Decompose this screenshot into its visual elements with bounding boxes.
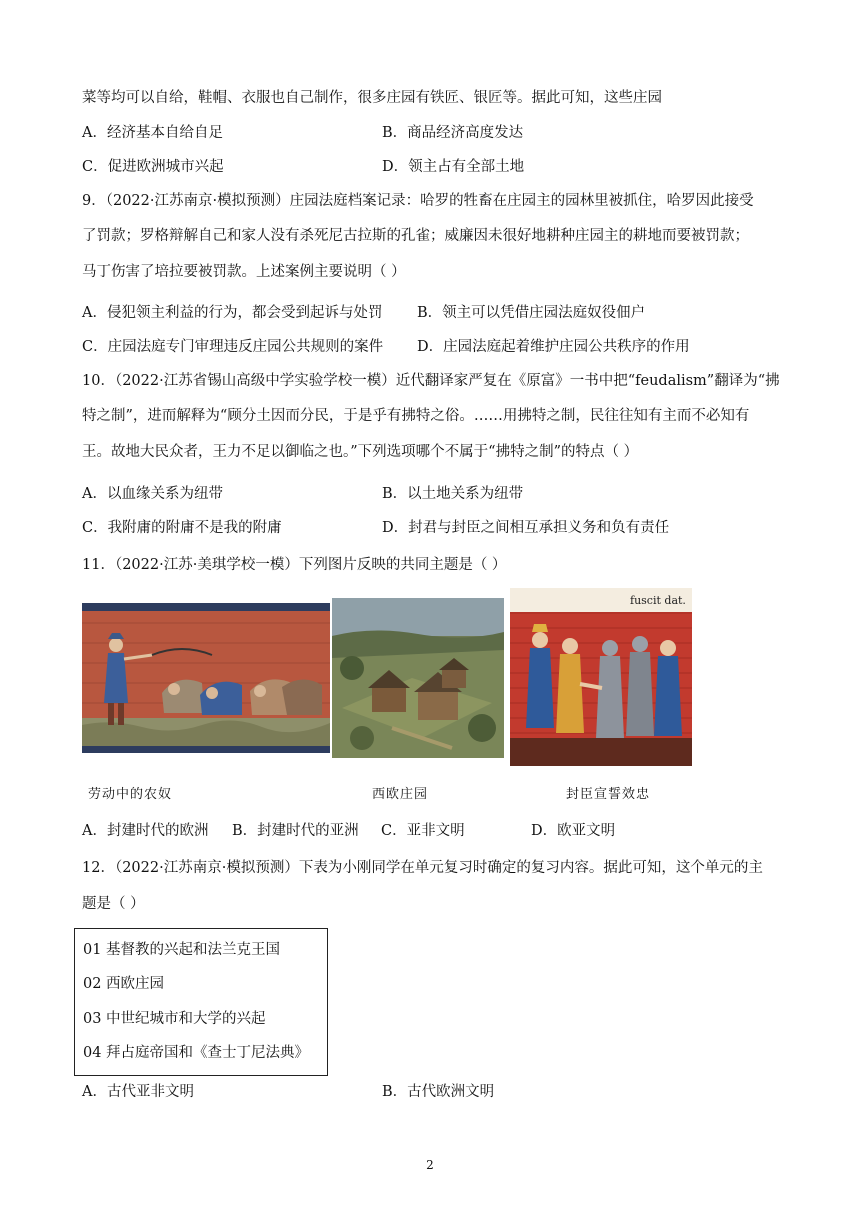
q10-option-c[interactable]: C．我附庸的附庸不是我的附庸	[82, 520, 282, 536]
q10-option-d[interactable]: D．封君与封臣之间相互承担义务和负有责任	[382, 520, 670, 536]
q8-option-b[interactable]: B．商品经济高度发达	[382, 125, 524, 141]
q8-option-a[interactable]: A．经济基本自给自足	[82, 125, 223, 141]
page-number: 2	[426, 1158, 434, 1172]
caption-serfs: 劳动中的农奴	[88, 787, 173, 802]
table-row: 04 拜占庭帝国和《查士丁尼法典》	[83, 1045, 310, 1061]
oath-inscription: fuscit dat.	[630, 594, 686, 607]
q11-option-a[interactable]: A．封建时代的欧洲	[82, 823, 209, 839]
caption-manor: 西欧庄园	[372, 787, 429, 802]
q9-option-d[interactable]: D．庄园法庭起着维护庄园公共秩序的作用	[417, 339, 690, 355]
q10-stem-line-1: 10．（2022·江苏省锡山高级中学实验学校一模）近代翻译家严复在《原富》一书中把“feudalism”翻译为“拂	[82, 373, 780, 389]
q9-option-b[interactable]: B．领主可以凭借庄园法庭奴役佃户	[417, 305, 646, 321]
q10-stem-line-2: 特之制”，进而解释为“顾分土因而分民，于是乎有拂特之俗。……用拂特之制，民往往知有主而不必知有	[82, 408, 750, 424]
q12-option-b[interactable]: B．古代欧洲文明	[382, 1084, 495, 1100]
q11-option-b[interactable]: B．封建时代的亚洲	[232, 823, 359, 839]
vassal-oath-painting	[510, 588, 692, 766]
q8-option-c[interactable]: C．促进欧洲城市兴起	[82, 159, 224, 175]
q11-option-c[interactable]: C．亚非文明	[381, 823, 465, 839]
q11-option-d[interactable]: D．欧亚文明	[531, 823, 616, 839]
q11-stem: 11．（2022·江苏·美琪学校一模）下列图片反映的共同主题是（ ）	[82, 557, 507, 573]
q9-stem-line-2: 了罚款；罗格辩解自己和家人没有杀死尼古拉斯的孔雀；威廉因未很好地耕种庄园主的耕地而要被罚款；	[82, 228, 749, 244]
q9-option-a[interactable]: A．侵犯领主利益的行为，都会受到起诉与处罚	[82, 305, 383, 321]
q9-stem-line-1: 9．（2022·江苏南京·模拟预测）庄园法庭档案记录：哈罗的牲畜在庄园主的园林里被抓住，哈罗因此接受	[82, 193, 754, 209]
q8-stem-tail: 菜等均可以自给，鞋帽、衣服也自己制作，很多庄园有铁匠、银匠等。据此可知，这些庄园	[82, 90, 662, 106]
q10-option-a[interactable]: A．以血缘关系为纽带	[82, 486, 223, 502]
q9-stem-line-3: 马丁伤害了培拉要被罚款。上述案例主要说明（ ）	[82, 264, 406, 280]
q12-stem-line-1: 12．（2022·江苏南京·模拟预测）下表为小刚同学在单元复习时确定的复习内容。据此可知，这个单元的主	[82, 860, 763, 876]
serfs-working-painting	[82, 603, 330, 753]
table-row: 03 中世纪城市和大学的兴起	[83, 1011, 266, 1027]
review-content-table	[74, 928, 328, 1076]
table-row: 01 基督教的兴起和法兰克王国	[83, 942, 281, 958]
manor-village-illustration	[332, 598, 504, 758]
q8-option-d[interactable]: D．领主占有全部土地	[382, 159, 525, 175]
q10-option-b[interactable]: B．以土地关系为纽带	[382, 486, 524, 502]
q12-option-a[interactable]: A．古代亚非文明	[82, 1084, 194, 1100]
table-row: 02 西欧庄园	[83, 976, 165, 992]
caption-oath: 封臣宣誓效忠	[566, 787, 651, 802]
q10-stem-line-3: 王。故地大民众者，王力不足以御临之也。”下列选项哪个不属于“拂特之制”的特点（ ）	[82, 444, 639, 460]
q9-option-c[interactable]: C．庄园法庭专门审理违反庄园公共规则的案件	[82, 339, 384, 355]
q12-stem-line-2: 题是（ ）	[82, 896, 145, 912]
